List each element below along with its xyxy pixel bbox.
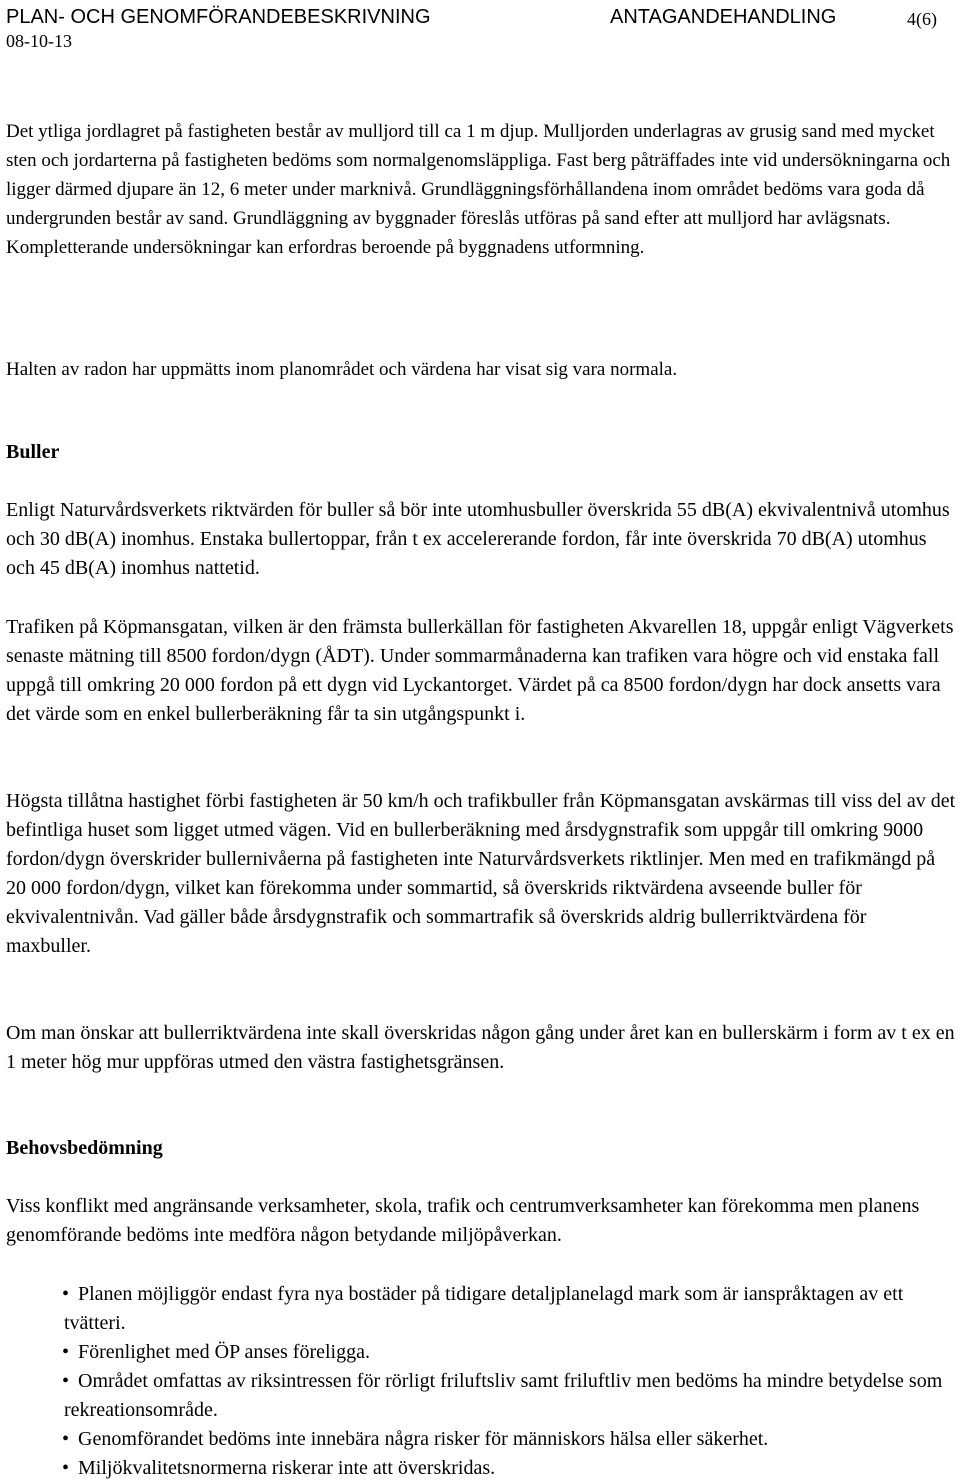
list-item: • Förenlighet med ÖP anses föreligga. xyxy=(64,1338,954,1367)
section-heading-buller: Buller xyxy=(6,441,60,463)
list-item: • Planen möjliggör endast fyra nya bostäder på tidigare detaljplanelagd mark som är ianspråktagen av ett tvätteri. xyxy=(64,1280,954,1338)
document-date: 08-10-13 xyxy=(6,31,72,51)
soil-paragraph: Det ytliga jordlagret på fastigheten består av mulljord till ca 1 m djup. Mulljorden underlagras av grusig sand med mycket sten och jordarterna på fastigheten bedöms som normalgenomsläppliga. Fast berg påträffades inte vid undersökningarna och ligger därmed djupare än 12, 6 meter under marknivå. Grundläggningsförhållandena inom området bedöms vara goda då undergrunden består av sand. Grundläggning av byggnader föreslås utföras på sand efter att mulljord har avlägsnats. Kompletterande undersökningar kan erfordras beroende på byggnadens utformning. xyxy=(6,121,951,258)
section-heading-behovsbedomning: Behovsbedömning xyxy=(6,1137,163,1159)
radon-paragraph: Halten av radon har uppmätts inom planområdet och värdena har visat sig vara normala. xyxy=(6,359,678,380)
list-item: • Området omfattas av riksintressen för rörligt friluftsliv samt friluftliv men bedöms ha mindre betydelse som rekreationsområde. xyxy=(64,1367,954,1425)
bullet-icon: • xyxy=(62,1428,70,1450)
page-number: 4(6) xyxy=(907,9,937,29)
traffic-noise-paragraph: Högsta tillåtna hastighet förbi fastigheten är 50 km/h och trafikbuller från Köpmansgatan avskärmas till viss del av det befintliga huset som ligget utmed vägen. Vid en bullerberäkning med årsdygnstrafik som uppgår till omkring 9000 fordon/dygn överskrider bullernivåerna på fastigheten inte Naturvårdsverkets riktlinjer. Men med en trafikmängd på 20 000 fordon/dygn, vilket kan förekomma under sommartid, så överskrids riktvärdena avseende buller för ekvivalentnivån. Vad gäller både årsdygnstrafik och sommartrafik så överskrids aldrig bullerriktvärdena för maxbuller. xyxy=(6,790,956,957)
noise-guidelines-paragraph: Enligt Naturvårdsverkets riktvärden för buller så bör inte utomhusbuller överskrida 55 dB(A) ekvivalentnivå utomhus och 30 dB(A) inomhus. Enstaka bullertoppar, från t ex accelererande fordon, får inte överskrida 70 dB(A) utomhus och 45 dB(A) inomhus nattetid. xyxy=(6,499,950,579)
list-item: • Miljökvalitetsnormerna riskerar inte att överskridas. xyxy=(64,1454,954,1483)
bullet-icon: • xyxy=(62,1370,70,1392)
document-status: ANTAGANDEHANDLING xyxy=(610,6,837,28)
traffic-paragraph: Trafiken på Köpmansgatan, vilken är den främsta bullerkällan för fastigheten Akvarellen 18, uppgår enligt Vägverkets senaste mätning till 8500 fordon/dygn (ÅDT). Under sommarmånaderna kan trafiken vara högre och vid enstaka fall uppgå till omkring 20 000 fordon på ett dygn vid Lyckantorget. Värdet på ca 8500 fordon/dygn har dock ansetts vara det värde som en enkel bullerberäkning får ta sin utgångspunkt i. xyxy=(6,616,954,725)
noise-barrier-paragraph: Om man önskar att bullerriktvärdena inte skall överskridas någon gång under året kan en bullerskärm i form av t ex en 1 meter hög mur uppföras utmed den västra fastighetsgränsen. xyxy=(6,1022,955,1073)
list-item: • Genomförandet bedöms inte innebära några risker för människors hälsa eller säkerhet. xyxy=(64,1425,954,1454)
bullet-icon: • xyxy=(62,1341,70,1363)
assessment-paragraph: Viss konflikt med angränsande verksamheter, skola, trafik och centrumverksamheter kan förekomma men planens genomförande bedöms inte medföra någon betydande miljöpåverkan. xyxy=(6,1195,920,1246)
assessment-bullet-list xyxy=(64,1280,954,1483)
document-type-title: PLAN- OCH GENOMFÖRANDEBESKRIVNING xyxy=(6,6,431,28)
bullet-icon: • xyxy=(62,1283,70,1305)
bullet-icon: • xyxy=(62,1457,70,1479)
